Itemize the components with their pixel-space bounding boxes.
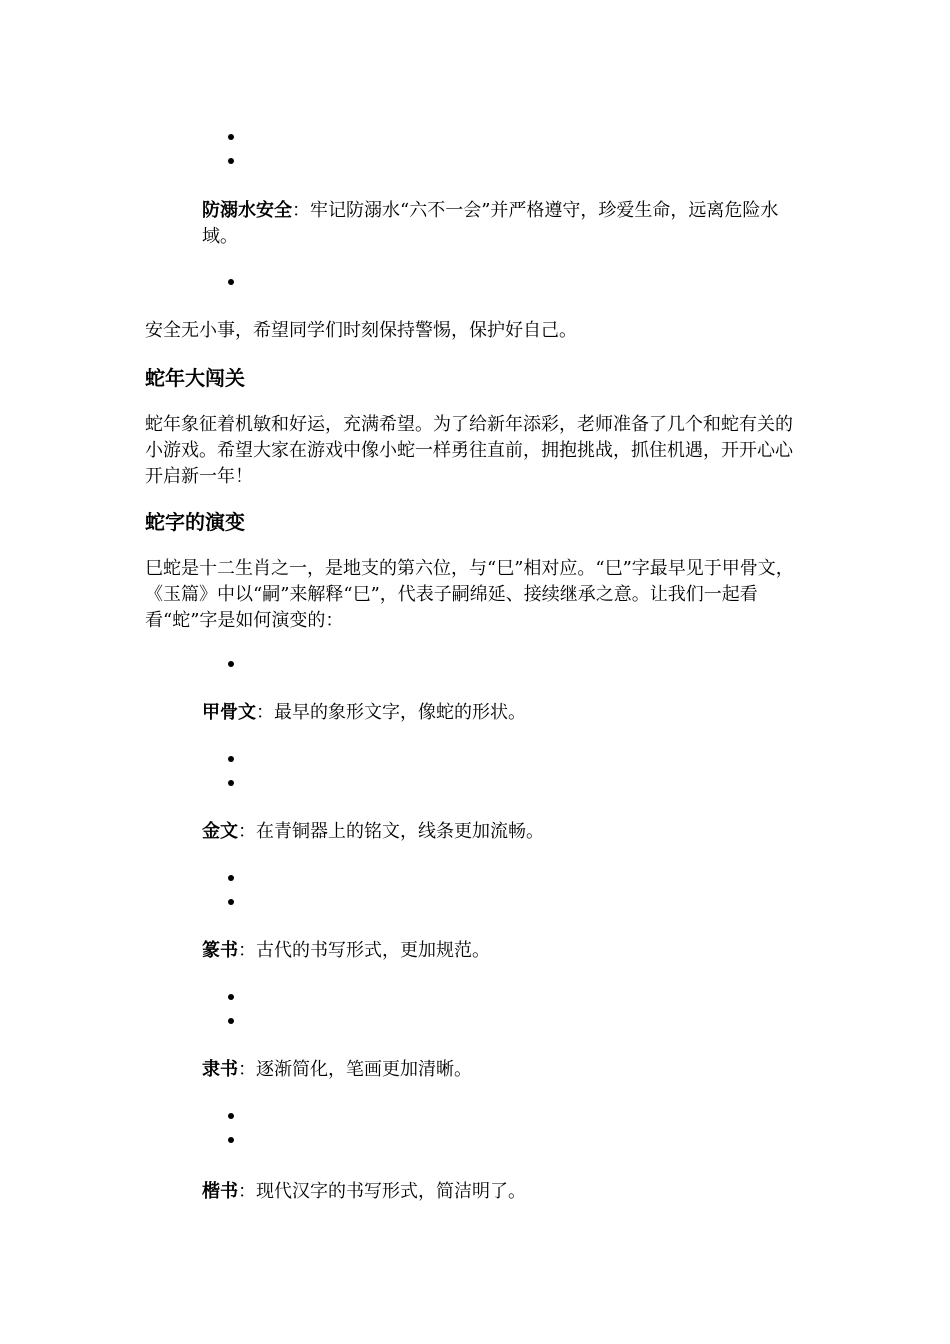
evolution-item-text: ：逐渐简化，笔画更加清晰。 — [238, 1059, 472, 1080]
evolution-item-text: ：最早的象形文字，像蛇的形状。 — [256, 702, 526, 723]
list-bullet — [228, 1018, 234, 1024]
evolution-item-label: 篆书 — [202, 940, 238, 961]
evolution-item-label: 楷书 — [202, 1181, 238, 1202]
evolution-item-text: ：古代的书写形式，更加规范。 — [238, 940, 490, 961]
evolution-item-clerical — [202, 1057, 802, 1083]
evolution-item-text: ：现代汉字的书写形式，简洁明了。 — [238, 1181, 526, 1202]
list-bullet — [228, 1137, 234, 1143]
drowning-safety-item — [202, 198, 802, 250]
list-bullet — [228, 279, 234, 285]
evolution-heading: 蛇字的演变 — [145, 510, 245, 534]
evolution-item-text: ：在青铜器上的铭文，线条更加流畅。 — [238, 821, 544, 842]
list-bullet — [228, 661, 234, 667]
evolution-item-oracle — [202, 700, 802, 726]
evolution-item-seal — [202, 938, 802, 964]
list-bullet — [228, 994, 234, 1000]
evolution-item-label: 隶书 — [202, 1059, 238, 1080]
evolution-item-regular — [202, 1179, 802, 1205]
drowning-safety-label: 防溺水安全 — [202, 200, 292, 221]
challenge-intro: 蛇年象征着机敏和好运，充满希望。为了给新年添彩，老师准备了几个和蛇有关的小游戏。希望大家在游戏中像小蛇一样勇往直前，拥抱挑战，抓住机遇，开开心心开启新一年！ — [145, 414, 793, 487]
list-bullet — [228, 780, 234, 786]
list-bullet — [228, 1113, 234, 1119]
evolution-item-label: 金文 — [202, 821, 238, 842]
evolution-item-bronze — [202, 819, 802, 845]
evolution-intro: 巳蛇是十二生肖之一，是地支的第六位，与“巳”相对应。“巳”字最早见于甲骨文，《玉篇》中以“嗣”来解释“巳”，代表子嗣绵延、接续继承之意。让我们一起看看“蛇”字是如何演变的： — [145, 558, 794, 631]
list-bullet — [228, 158, 234, 164]
list-bullet — [228, 875, 234, 881]
list-bullet — [228, 134, 234, 140]
safety-closing: 安全无小事，希望同学们时刻保持警惕，保护好自己。 — [145, 320, 577, 341]
drowning-safety-text: ：牢记防溺水“六不一会”并严格遵守，珍爱生命，远离危险水域。 — [202, 200, 779, 247]
list-bullet — [228, 899, 234, 905]
evolution-item-label: 甲骨文 — [202, 702, 256, 723]
list-bullet — [228, 756, 234, 762]
challenge-heading: 蛇年大闯关 — [145, 366, 245, 390]
